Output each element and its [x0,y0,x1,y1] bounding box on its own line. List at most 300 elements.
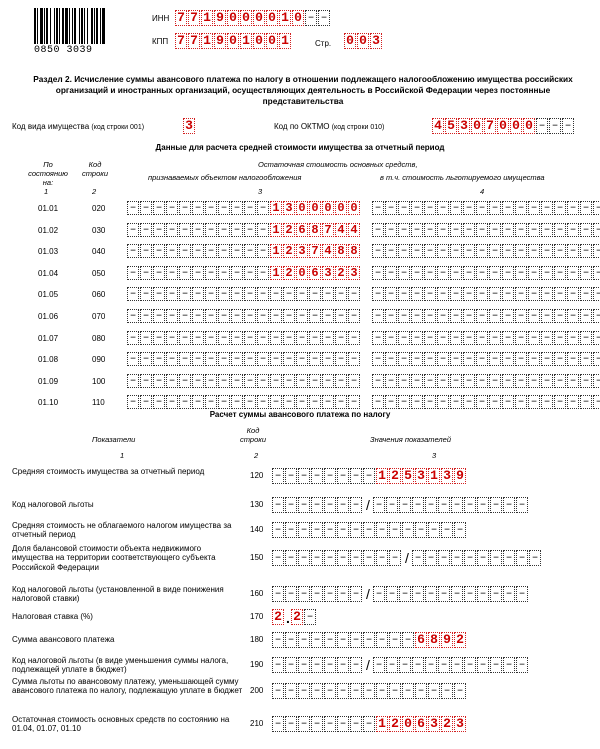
table1-value-cell [244,309,256,323]
table1-value-cell [166,223,178,237]
table1-date: 01.04 [38,268,59,278]
table2-label: Средняя стоимость имущества за отчетный период [12,466,205,476]
table1-value-cell [270,374,282,388]
table1-privileged-cell [489,223,501,237]
tax-rate-int-cell: 2 [272,609,284,625]
table1-value-cell [166,331,178,345]
table2-code-part-cell [490,657,502,673]
table1-privileged-cell [489,244,501,258]
table2-value-cell [324,632,336,648]
table2-code-part-cell [464,657,476,673]
table1-value-cell [179,352,191,366]
table2-value-field[interactable] [272,609,317,625]
table1-value-cell [257,244,269,258]
table1-value-cell: 3 [348,266,360,280]
table1-privileged-cell [567,223,579,237]
table2-value-cell [415,683,427,699]
table2-code-part-cell [386,497,398,513]
table1-privileged-cell [424,331,436,345]
table1-privileged-cell [541,352,553,366]
inn-cell [318,10,330,26]
table1-privileged-cell [528,201,540,215]
table1-value-cell [257,266,269,280]
table2-value-cell [311,522,323,538]
table1-value-cell [153,201,165,215]
table2-label: Остаточная стоимость основных средств по состоянию на 01.04, 01.07, 01.10 [12,714,230,733]
table2-value-cell [350,683,362,699]
table2-code-part-cell [386,657,398,673]
table2-value-cell: 5 [402,468,414,484]
oktmo-cell: 0 [510,118,522,134]
table1-value-cell [205,266,217,280]
table1-privileged-cell [450,309,462,323]
table1-value-field[interactable] [127,309,361,323]
table1-privileged-cell [554,309,566,323]
table2-code-part-cell [324,497,336,513]
table1-privileged-cell [411,352,423,366]
table1-privileged-cell [580,201,592,215]
table1-value-field[interactable] [127,374,361,388]
oktmo-cell: 0 [497,118,509,134]
table1-value-cell [179,374,191,388]
inn-cell: 0 [227,10,239,26]
table1-privileged-cell [541,201,553,215]
kpp-cell: 1 [201,33,213,49]
table2-value-cell [298,632,310,648]
table1-value-cell [296,309,308,323]
table2-code: 160 [250,589,264,598]
table1-privileged-cell [489,201,501,215]
table2-value-cell [402,683,414,699]
page-number-field[interactable] [344,33,383,49]
table1-value-cell [283,395,295,409]
table1-value-cell: 8 [309,223,321,237]
table1-privileged-cell [580,223,592,237]
table1-value-cell: 2 [283,244,295,258]
table2-value-field[interactable] [272,497,529,513]
table1-value-cell: 0 [296,201,308,215]
table1-privileged-cell [437,374,449,388]
table2-code-part-cell [272,586,284,602]
table1-value-cell [127,287,139,301]
table2-value-cell [363,468,375,484]
table1-value-cell [231,395,243,409]
table1-date: 01.06 [38,312,59,321]
kpp-cell: 7 [175,33,187,49]
table1-col-date: По состоянию на: [28,160,68,187]
table1-privileged-cell [463,309,475,323]
property-code-field[interactable] [183,118,196,134]
table1-privileged-cell [398,244,410,258]
kpp-cell: 1 [240,33,252,49]
table1-value-cell: 2 [283,223,295,237]
table2-value-cell [324,468,336,484]
table1-privileged-cell [450,244,462,258]
table2-value-cell: 1 [376,716,388,732]
table2-label: Сумма авансового платежа [12,635,115,645]
table2-share-part-cell [516,550,528,566]
table1-value-cell [179,287,191,301]
table1-value-cell [335,352,347,366]
table1-num-4: 4 [480,187,485,196]
table2-share-part-cell [438,550,450,566]
table2-value-field[interactable] [272,550,542,566]
table2-value-cell [298,522,310,538]
table2-code-part-cell [490,586,502,602]
table1-privileged-cell [463,374,475,388]
table1-value-cell [192,395,204,409]
table1-value-field[interactable] [127,223,361,237]
slash-separator: / [366,586,370,602]
table1-privileged-cell [372,331,384,345]
table1-value-cell: 8 [335,244,347,258]
table1-num-3: 3 [258,187,263,196]
table2-value-cell [428,522,440,538]
table1-privileged-cell [528,244,540,258]
table2-value-cell [389,522,401,538]
table2-value-cell [441,522,453,538]
table1-privileged-field[interactable] [372,244,600,258]
table1-value-cell [257,374,269,388]
table1-privileged-cell [424,395,436,409]
table1-value-cell [127,331,139,345]
table1-value-cell [309,352,321,366]
table1-privileged-cell [528,287,540,301]
table2-code-part-cell [311,586,323,602]
table2-value-field[interactable] [272,468,467,484]
table1-value-field[interactable] [127,244,361,258]
table1-privileged-field[interactable] [372,287,600,301]
table2-value-cell [272,468,284,484]
table1-privileged-field[interactable] [372,201,600,215]
table1-value-cell [192,374,204,388]
table2-share-part-cell [477,550,489,566]
table1-privileged-cell [567,266,579,280]
table1-privileged-field[interactable] [372,395,600,409]
table1-privileged-cell [567,309,579,323]
table1-privileged-cell [398,223,410,237]
table1-code: 020 [92,204,106,213]
table1-privileged-cell [502,395,514,409]
table1-value-cell: 1 [270,266,282,280]
table2-value-field[interactable] [272,632,467,648]
table1-value-cell [153,287,165,301]
table1-value-cell [218,287,230,301]
table1-privileged-cell [580,331,592,345]
table2-code: 200 [250,686,264,695]
table1-value-cell [231,309,243,323]
table1-privileged-cell [372,266,384,280]
table1-privileged-cell [476,223,488,237]
slash-separator: / [366,657,370,673]
table1-privileged-cell [437,266,449,280]
table1-privileged-cell [541,266,553,280]
table2-title: Расчет суммы авансового платежа по налогу [209,410,391,419]
table2-share-part-cell [425,550,437,566]
table1-privileged-cell [515,331,527,345]
table1-privileged-cell [515,352,527,366]
table1-privileged-cell [450,287,462,301]
table1-privileged-cell [593,201,600,215]
table1-privileged-cell [593,287,600,301]
table1-value-cell [218,374,230,388]
table1-privileged-cell [502,374,514,388]
table1-value-cell [231,352,243,366]
inn-field[interactable] [175,10,331,26]
table1-privileged-cell [528,395,540,409]
table1-privileged-cell [515,309,527,323]
page-cell: 3 [370,33,382,49]
table1-value-cell [257,352,269,366]
table1-privileged-cell [528,266,540,280]
table1-value-cell [192,223,204,237]
table1-value-cell [166,201,178,215]
table1-privileged-cell [554,201,566,215]
table2-col-code: Код строки [240,426,266,444]
table2-code-part-cell [350,657,362,673]
table1-value-cell: 3 [322,266,334,280]
table1-code: 090 [92,355,106,365]
table2-value-field[interactable] [272,657,529,673]
table1-privileged-field[interactable] [372,309,600,323]
table1-code: 110 [92,398,105,408]
table1-privileged-cell [580,395,592,409]
table1-value-cell [296,395,308,409]
table1-value-cell [218,395,230,409]
table1-value-cell [348,331,360,345]
table2-value-cell [311,683,323,699]
table1-value-cell [205,201,217,215]
table1-value-cell [218,266,230,280]
table2-code-part-cell [337,586,349,602]
table1-value-cell [231,244,243,258]
table1-privileged-cell [450,201,462,215]
table2-value-cell: 1 [376,468,388,484]
table1-value-cell: 3 [296,244,308,258]
kpp-field[interactable] [175,33,292,49]
oktmo-cell: 5 [445,118,457,134]
table1-value-cell [140,374,152,388]
table2-code-part-cell [451,497,463,513]
table1-value-cell [166,287,178,301]
table2-value-cell [311,716,323,732]
table1-privileged-cell [593,244,600,258]
table1-value-cell [140,244,152,258]
table1-privileged-field[interactable] [372,266,600,280]
table1-value-field[interactable] [127,352,361,366]
inn-cell: 0 [240,10,252,26]
table1-privileged-cell [541,374,553,388]
table1-privileged-cell [385,223,397,237]
table1-privileged-cell [437,352,449,366]
table1-privileged-cell [541,244,553,258]
table2-code-part-cell [412,657,424,673]
table1-value-cell: 4 [322,244,334,258]
kpp-cell: 0 [227,33,239,49]
table1-privileged-cell [411,244,423,258]
table2-code: 190 [250,660,264,669]
table1-col-value: признаваемых объектом налогообложения [148,173,302,182]
table1-privileged-cell [450,352,462,366]
table2-code-part-cell [477,657,489,673]
oktmo-field[interactable] [432,118,575,134]
table1-privileged-cell [502,287,514,301]
table2-code-part-cell [298,497,310,513]
table1-value-cell [166,352,178,366]
table1-value-cell: 0 [296,266,308,280]
table1-privileged-cell [411,287,423,301]
table2-value-cell [454,522,466,538]
table1-privileged-cell [593,223,600,237]
table1-privileged-cell [372,395,384,409]
table1-value-cell [127,395,139,409]
table1-value-cell [231,374,243,388]
table1-date: 01.02 [38,225,59,235]
table1-privileged-cell [476,374,488,388]
table1-privileged-field[interactable] [372,223,600,237]
table2-value-cell [363,683,375,699]
table2-value-cell: 6 [415,632,427,648]
table2-value-field[interactable] [272,522,467,538]
table2-code-part-cell [350,497,362,513]
table1-value-cell [127,266,139,280]
table1-value-field[interactable] [127,331,361,345]
table1-date: 01.01 [38,204,59,213]
table1-value-cell [296,331,308,345]
table1-value-cell [244,287,256,301]
inn-cell: 7 [175,10,187,26]
table1-num-1: 1 [44,187,49,196]
table1-privileged-cell [385,331,397,345]
table1-value-cell [257,287,269,301]
table1-privileged-cell [567,331,579,345]
table2-share-part-cell [451,550,463,566]
table2-value-field[interactable] [272,586,529,602]
table2-value-cell [363,522,375,538]
table1-title: Данные для расчета средней стоимости имущества за отчетный период [155,143,445,152]
table2-value-field[interactable] [272,683,467,699]
table2-value-cell [337,468,349,484]
table1-privileged-field[interactable] [372,374,600,388]
table2-label: Сумма льготы по авансовому платежу, уменьшающей сумму авансового платежа по налогу, подлежащую уплате в бюджет [12,676,243,696]
table1-value-field[interactable] [127,287,361,301]
table1-privileged-cell [567,395,579,409]
table2-label: Код налоговой льготы (в виде уменьшения суммы налога, подлежащей уплате в бюджет) [12,655,229,674]
table2-code-part-cell [285,586,297,602]
table1-value-cell [153,331,165,345]
table1-privileged-cell [528,331,540,345]
table2-value-cell [272,632,284,648]
barcode-bars [34,8,117,44]
table2-value-cell: 9 [454,468,466,484]
table2-value-cell [298,716,310,732]
table2-value-cell [376,522,388,538]
table2-code-part-cell [516,497,528,513]
table1-value-field[interactable] [127,201,361,215]
table1-value-cell [283,331,295,345]
table1-privileged-cell [502,309,514,323]
table1-value-cell [231,287,243,301]
tax-rate-frac-cell: 2 [291,609,303,625]
table2-share-part-cell [376,550,388,566]
table1-value-cell [192,266,204,280]
table1-value-cell: 3 [283,201,295,215]
table1-privileged-cell [515,201,527,215]
table1-privileged-cell [476,395,488,409]
inn-cell: 0 [292,10,304,26]
table1-privileged-field[interactable] [372,331,600,345]
table1-value-cell [335,287,347,301]
table1-privileged-cell [554,287,566,301]
table1-privileged-cell [398,352,410,366]
property-code-cell: 3 [183,118,195,134]
table2-code-part-cell [386,586,398,602]
table2-code-part-cell [412,497,424,513]
table2-value-cell: 2 [389,716,401,732]
table2-code-part-cell [337,657,349,673]
table2-value-cell [337,716,349,732]
table1-privileged-cell [580,266,592,280]
table1-privileged-cell [502,266,514,280]
oktmo-cell [536,118,548,134]
table1-privileged-cell [502,352,514,366]
table1-value-cell [257,201,269,215]
table2-share-part-cell [298,550,310,566]
table1-value-cell [140,201,152,215]
table1-value-cell [322,374,334,388]
table1-privileged-cell [515,374,527,388]
table2-value-cell [324,683,336,699]
table1-value-cell [244,244,256,258]
table1-privileged-cell [515,266,527,280]
table1-privileged-cell [385,287,397,301]
table1-value-cell: 2 [335,266,347,280]
table1-value-cell [153,352,165,366]
table2-code-part-cell [350,586,362,602]
table1-privileged-cell [502,223,514,237]
table2-value-cell [376,632,388,648]
table2-code-part-cell [311,657,323,673]
table1-privileged-field[interactable] [372,352,600,366]
table1-privileged-cell [489,395,501,409]
table2-value-field[interactable] [272,716,467,732]
table1-privileged-cell [554,395,566,409]
table2-code: 170 [250,612,264,621]
table1-value-field[interactable] [127,395,361,409]
table2-code-part-cell [503,497,515,513]
table2-col-indicators: Показатели [92,435,136,444]
table1-value-cell [127,244,139,258]
table2-code: 120 [250,471,264,480]
table1-privileged-cell [593,266,600,280]
table1-privileged-cell [437,287,449,301]
table2-code: 150 [250,553,264,562]
table1-value-cell [205,309,217,323]
table2-share-part-cell [311,550,323,566]
page-label: Стр. [315,39,332,48]
kpp-cell: 9 [214,33,226,49]
table1-value-field[interactable] [127,266,361,280]
table1-privileged-cell [593,352,600,366]
table2-code: 130 [250,500,264,509]
table2-code-part-cell [464,497,476,513]
table1-privileged-cell [372,309,384,323]
table1-date: 01.09 [38,376,59,386]
table2-value-cell: 8 [428,632,440,648]
table2-share-part-cell [464,550,476,566]
table1-value-cell [140,309,152,323]
oktmo-cell: 4 [432,118,444,134]
